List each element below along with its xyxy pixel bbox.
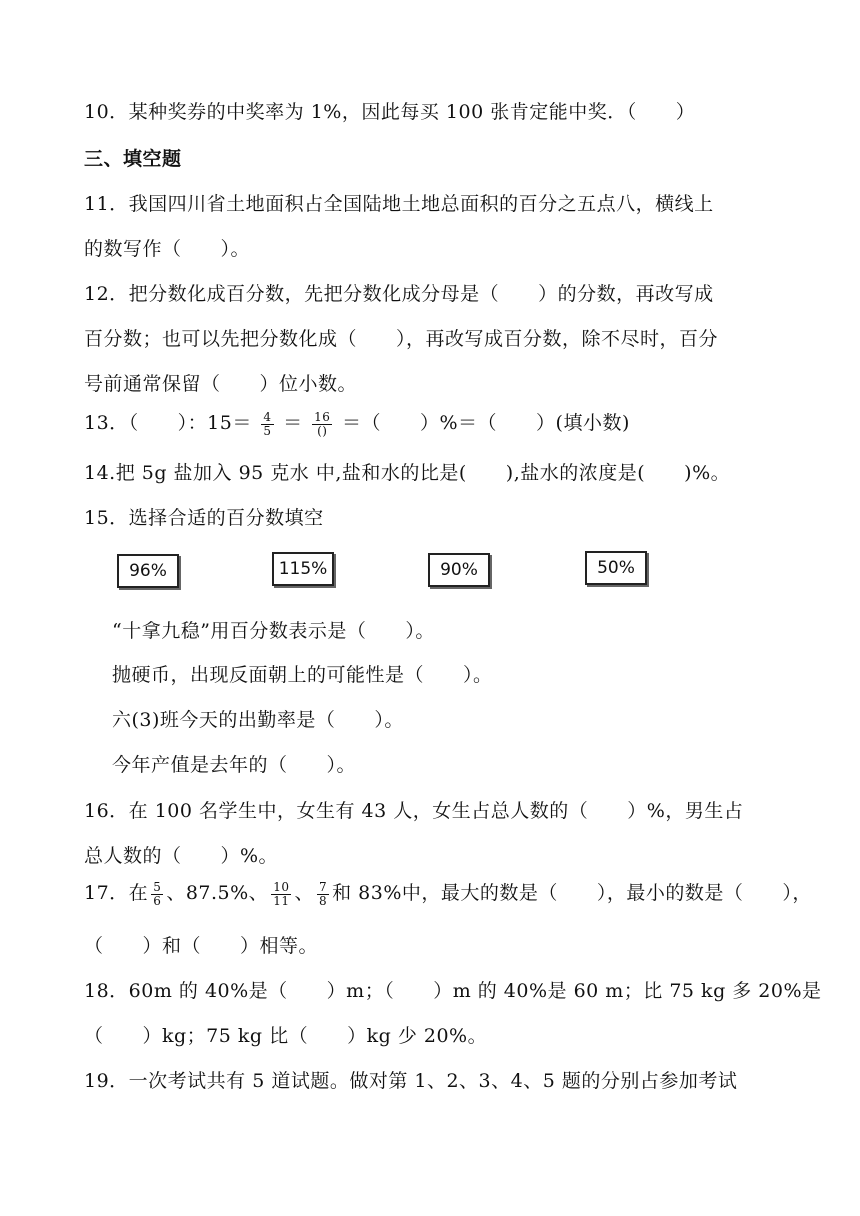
option-box-115: 115% [272, 552, 334, 586]
fraction-4-5 [261, 411, 273, 438]
question-13-suffix: ＝（ ）%＝（ ）(填小数) [341, 412, 630, 434]
fraction-5-6 [151, 881, 163, 908]
question-17-line-1 [84, 878, 812, 908]
question-15-item-4: 今年产值是去年的（ ）。 [112, 754, 357, 776]
question-17-prefix: 17．在 [84, 882, 149, 904]
fraction-denominator: 6 [153, 893, 162, 908]
fraction-denominator: 11 [273, 893, 290, 908]
question-11-line-2: 的数写作（ ）。 [84, 238, 251, 260]
question-15-item-2: 抛硬币，出现反面朝上的可能性是（ ）。 [112, 664, 493, 686]
question-16-line-1: 16．在 100 名学生中，女生有 43 人，女生占总人数的（ ）%，男生占 [84, 800, 744, 822]
option-box-50: 50% [585, 551, 647, 585]
section-title-fill-in: 三、填空题 [84, 148, 182, 170]
fraction-numerator: 5 [153, 879, 162, 894]
question-13-prefix: 13．（ ）：15＝ [84, 412, 252, 434]
separator: 、 [294, 882, 314, 904]
fraction-numerator: 16 [314, 409, 331, 424]
fraction-16-blank [312, 411, 332, 438]
fraction-denominator: () [317, 423, 328, 438]
question-16-line-2: 总人数的（ ）%。 [84, 845, 279, 867]
question-17-line-2: （ ）和（ ）相等。 [84, 935, 319, 957]
fraction-7-8 [317, 881, 329, 908]
fraction-numerator: 7 [318, 879, 328, 894]
question-18-line-1: 18．60m 的 40%是（ ）m；（ ）m 的 40%是 60 m；比 75 kg 多 20%是 [84, 980, 822, 1002]
question-14: 14.把 5g 盐加入 95 克水 中,盐和水的比是( ),盐水的浓度是( )%。 [84, 462, 731, 484]
question-18-line-2: （ ）kg；75 kg 比（ ）kg 少 20%。 [84, 1025, 488, 1047]
question-17-suffix: 和 83%中，最大的数是（ ），最小的数是（ ）， [332, 882, 812, 904]
question-12-line-3: 号前通常保留（ ）位小数。 [84, 373, 358, 395]
question-11-line-1: 11．我国四川省土地面积占全国陆地土地总面积的百分之五点八，横线上 [84, 193, 714, 215]
fraction-numerator: 4 [263, 409, 272, 424]
option-box-90: 90% [428, 553, 490, 587]
fraction-denominator: 5 [263, 423, 272, 438]
fraction-denominator: 8 [318, 893, 328, 908]
question-13 [84, 408, 630, 438]
fraction-10-11 [271, 881, 291, 908]
equals-sign: ＝ [283, 412, 303, 434]
option-box-96: 96% [117, 554, 179, 588]
question-15-item-3: 六(3)班今天的出勤率是（ ）。 [112, 709, 404, 731]
fraction-numerator: 10 [273, 879, 290, 894]
question-15-item-1: “十拿九稳”用百分数表示是（ ）。 [112, 620, 435, 642]
question-12-line-2: 百分数；也可以先把分数化成（ ），再改写成百分数，除不尽时，百分 [84, 328, 719, 350]
question-12-line-1: 12．把分数化成百分数，先把分数化成分母是（ ）的分数，再改写成 [84, 283, 714, 305]
question-10: 10．某种奖券的中奖率为 1%，因此每买 100 张肯定能中奖．（ ） [84, 101, 696, 123]
question-19-line-1: 19．一次考试共有 5 道试题。做对第 1、2、3、4、5 题的分别占参加考试 [84, 1070, 738, 1092]
question-17-part2: 、87.5%、 [166, 882, 269, 904]
question-15-title: 15．选择合适的百分数填空 [84, 507, 324, 529]
